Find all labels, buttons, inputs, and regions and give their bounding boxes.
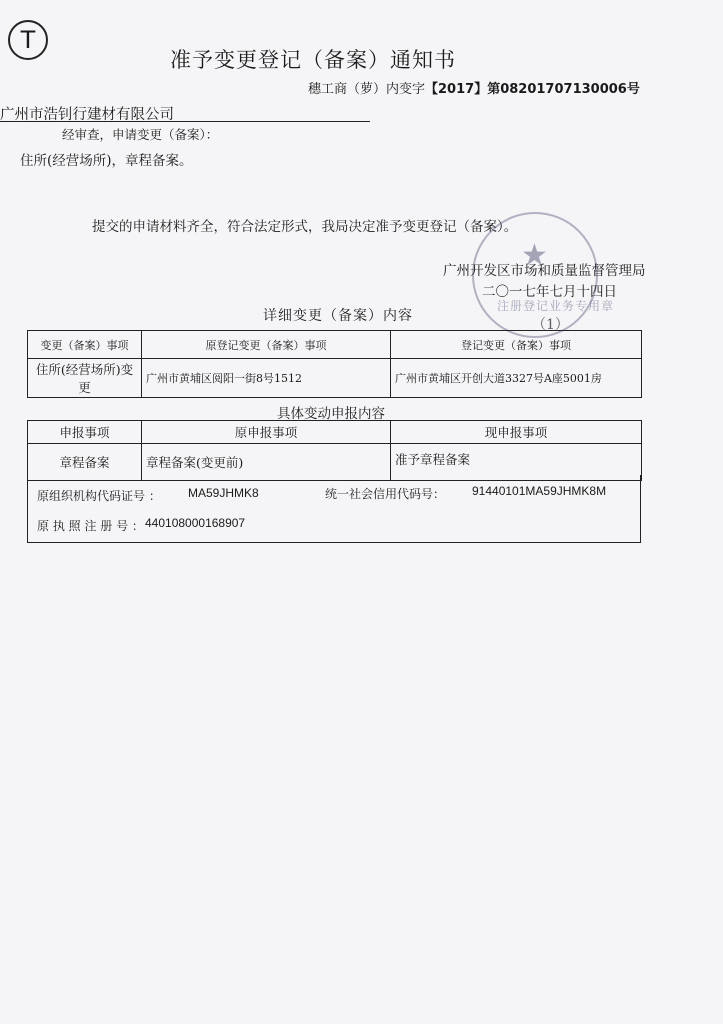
seal-number: （1） bbox=[532, 317, 569, 333]
section-declare-title: 具体变动申报内容 bbox=[277, 406, 385, 422]
table-cell: 广州市黄埔区开创大道3327号A座5001房 bbox=[391, 359, 642, 398]
document-title: 准予变更登记（备案）通知书 bbox=[170, 48, 456, 72]
table-cell: 广州市黄埔区阅阳一街8号1512 bbox=[142, 359, 391, 398]
license-label: 原 执 照 注 册 号 ： bbox=[37, 519, 144, 533]
detail-change-table bbox=[27, 330, 642, 398]
seal-bottom-text: 注册登记业务专用章 bbox=[497, 299, 615, 313]
issuing-bureau: 广州开发区市场和质量监督管理局 bbox=[443, 263, 646, 279]
table-header-cell: 变更（备案）事项 bbox=[28, 331, 142, 359]
review-line: 经审查，申请变更（备案）： bbox=[62, 127, 219, 142]
issue-date: 二〇一七年七月十四日 bbox=[482, 284, 617, 300]
decision-text: 提交的申请材料齐全，符合法定形式，我局决定准予变更登记（备案）。 bbox=[92, 219, 518, 235]
org-code-value: MA59JHMK8 bbox=[188, 486, 259, 500]
change-items-line: 住所(经营场所)，章程备案。 bbox=[20, 153, 193, 169]
credit-code-label: 统一社会信用代码号： bbox=[325, 487, 446, 501]
table-row bbox=[28, 359, 642, 398]
license-value: 440108000168907 bbox=[145, 516, 246, 530]
table-header-cell: 现申报事项 bbox=[391, 421, 642, 444]
doc-year: 【2017】 bbox=[425, 82, 488, 97]
table-header-cell: 申报事项 bbox=[28, 421, 142, 444]
doc-no: 第08201707130006号 bbox=[487, 82, 640, 97]
section-detail-title: 详细变更（备案）内容 bbox=[263, 308, 413, 324]
table-header-row bbox=[28, 331, 642, 359]
table-cell: 章程备案(变更前) bbox=[142, 444, 391, 481]
doc-prefix: 穗工商（萝）内变字 bbox=[308, 82, 426, 97]
table-header-cell: 原登记变更（备案）事项 bbox=[142, 331, 391, 359]
table-cell: 准予章程备案 bbox=[391, 444, 642, 481]
document-number bbox=[308, 78, 640, 97]
table-header-row bbox=[28, 421, 642, 444]
company-name: 广州市浩钊行建材有限公司 bbox=[0, 107, 174, 123]
company-underline bbox=[0, 121, 370, 122]
declare-table bbox=[27, 420, 642, 481]
seal-star-icon: ★ bbox=[521, 238, 548, 273]
table-cell: 住所(经营场所)变更 bbox=[28, 359, 142, 398]
t-mark: T bbox=[8, 20, 48, 60]
table-header-cell: 登记变更（备案）事项 bbox=[391, 331, 642, 359]
org-code-label: 原组织机构代码证号 ： bbox=[37, 489, 161, 503]
table-header-cell: 原申报事项 bbox=[142, 421, 391, 444]
table-cell: 章程备案 bbox=[28, 444, 142, 481]
credit-code-value: 91440101MA59JHMK8M bbox=[472, 484, 607, 498]
